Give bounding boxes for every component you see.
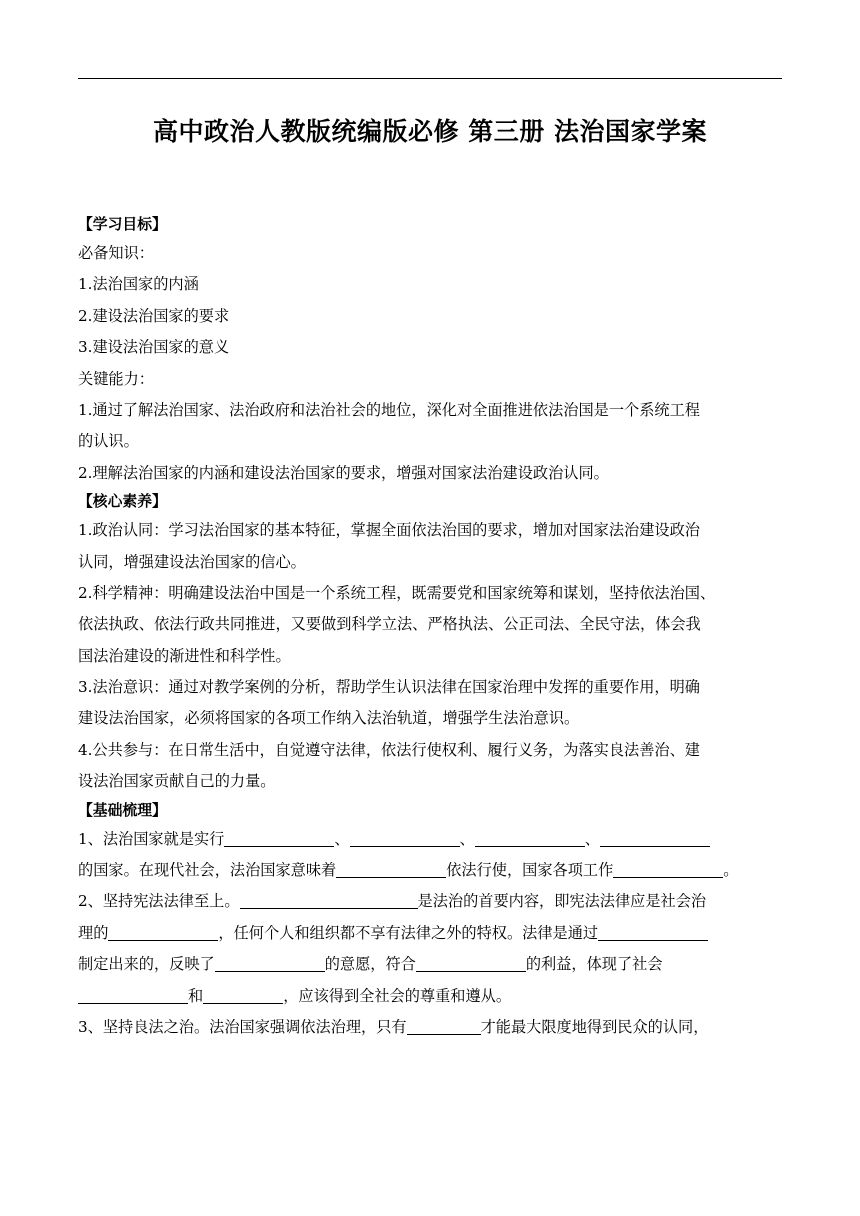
literacy-item-4-line: 4.公共参与：在日常生活中，自觉遵守法律，依法行使权利、履行义务，为落实良法善治、建: [78, 740, 700, 759]
ability-item-1-line: 1.通过了解法治国家、法治政府和法治社会的地位，深化对全面推进依法治国是一个系统工程: [78, 400, 700, 419]
section-heading-goals: 【学习目标】: [78, 216, 167, 233]
document-title: 高中政治人教版统编版必修 第三册 法治国家学案: [153, 117, 707, 146]
question-2-text: 理的: [78, 923, 109, 942]
question-2-line: [78, 981, 784, 1012]
question-3-text: 3、坚持良法之治。法治国家强调依法治理，只有: [78, 1017, 407, 1036]
question-2-line: [78, 918, 784, 949]
fill-blank[interactable]: [350, 829, 460, 847]
top-rule: [78, 78, 782, 79]
question-2-text: 的利益，体现了社会: [525, 955, 663, 974]
fill-blank[interactable]: [78, 986, 188, 1004]
knowledge-item: 1.法治国家的内涵: [78, 275, 199, 294]
fill-blank[interactable]: [336, 860, 446, 878]
question-1-line: [78, 824, 784, 855]
fill-blank[interactable]: [416, 954, 526, 972]
section-heading-literacy: 【核心素养】: [78, 493, 167, 511]
fill-blank[interactable]: [407, 1017, 481, 1035]
question-2-line: [78, 886, 784, 917]
literacy-item-2-line: 国法治建设的渐进性和科学性。: [78, 646, 291, 665]
question-1-text: 的国家。在现代社会，法治国家意味着: [78, 861, 337, 880]
literacy-item-3-line: 建设法治国家，必须将国家的各项工作纳入法治轨道，增强学生法治意识。: [78, 709, 580, 728]
literacy-item-3-line: 3.法治意识：通过对教学案例的分析，帮助学生认识法律在国家治理中发挥的重要作用，明确: [78, 678, 700, 697]
question-1-text: 。: [723, 861, 739, 880]
document-body: [78, 212, 784, 1043]
question-2-text: 的意愿，符合: [324, 955, 416, 974]
separator: 、: [334, 829, 350, 848]
separator: 、: [584, 829, 600, 848]
question-2-text: ，应该得到全社会的尊重和遵从。: [283, 986, 511, 1005]
literacy-item-1-line: 1.政治认同：学习法治国家的基本特征，掌握全面依法治国的要求，增加对国家法治建设政治: [78, 521, 700, 540]
question-3-line: [78, 1012, 784, 1043]
fill-blank[interactable]: [475, 829, 585, 847]
fill-blank[interactable]: [203, 986, 283, 1004]
question-1-line: [78, 855, 784, 886]
question-1-text: 依法行使，国家各项工作: [446, 861, 614, 880]
knowledge-item: 2.建设法治国家的要求: [78, 306, 230, 325]
question-2-text: 2、坚持宪法法律至上。: [78, 892, 240, 911]
literacy-item-2-line: 依法执政、依法行政共同推进，又要做到科学立法、严格执法、公正司法、全民守法，体会我: [78, 615, 701, 634]
knowledge-label: 必备知识：: [78, 244, 154, 262]
literacy-item-1-line: 认同，增强建设法治国家的信心。: [78, 552, 306, 571]
question-3-text: 才能最大限度地得到民众的认同，: [480, 1017, 709, 1036]
ability-label: 关键能力：: [78, 369, 154, 388]
question-2-line: [78, 949, 784, 980]
section-heading-basics: 【基础梳理】: [78, 801, 167, 819]
fill-blank[interactable]: [240, 891, 418, 909]
fill-blank[interactable]: [598, 923, 708, 941]
literacy-item-2-line: 2.科学精神：明确建设法治中国是一个系统工程，既需要党和国家统筹和谋划，坚持依法治国、: [78, 583, 716, 602]
ability-item-1-line: 的认识。: [78, 432, 139, 451]
question-2-text: 制定出来的，反映了: [78, 955, 215, 974]
fill-blank[interactable]: [108, 923, 218, 941]
question-1-text: 1、法治国家就是实行: [78, 829, 225, 848]
fill-blank[interactable]: [600, 829, 710, 847]
literacy-item-4-line: 设法治国家贡献自己的力量。: [78, 772, 276, 791]
fill-blank[interactable]: [215, 954, 325, 972]
knowledge-item: 3.建设法治国家的意义: [78, 338, 230, 357]
fill-blank[interactable]: [224, 829, 334, 847]
separator: 、: [459, 829, 475, 848]
question-2-text: ，任何个人和组织都不享有法律之外的特权。法律是通过: [218, 923, 599, 942]
question-2-text: 是法治的首要内容，即宪法法律应是社会治: [417, 892, 707, 911]
fill-blank[interactable]: [613, 860, 723, 878]
ability-item-2: 2.理解法治国家的内涵和建设法治国家的要求，增强对国家法治建设政治认同。: [78, 463, 609, 482]
question-2-text: 和: [188, 986, 204, 1005]
